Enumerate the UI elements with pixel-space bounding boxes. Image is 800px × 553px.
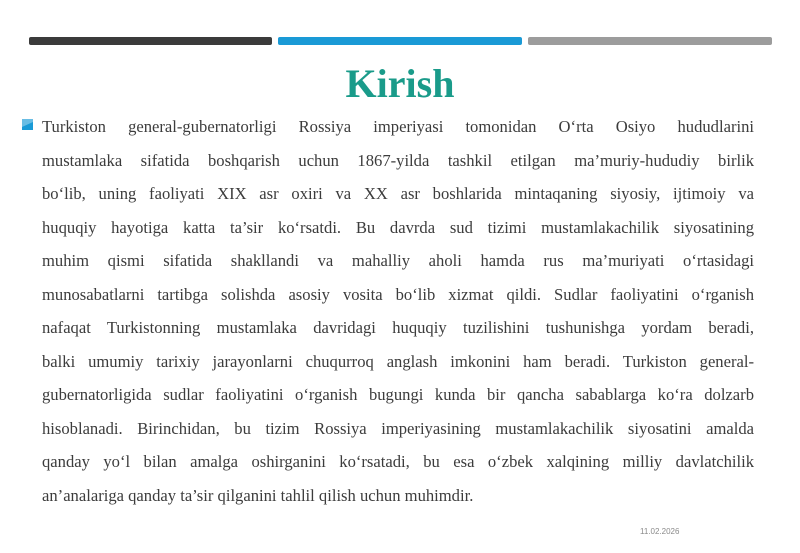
body-line: mustamlaka sifatida boshqarish uchun 1867-yilda tashkil etilgan ma’muriy-hududiy birlik [42,150,754,170]
body-line: qanday yo‘l bilan amalga oshirganini ko‘rsatadi, bu esa o‘zbek xalqining milliy davlatchilik [42,452,754,471]
body-line: bo‘lib, uning faoliyati XIX asr oxiri va XX asr boshlarida mintaqaning siyosiy, ijtimoiy va [42,184,754,203]
body-line: munosabatlarni tartibga solishda asosiy vosita bo‘lib xizmat qildi. Sudlar faoliyatini o‘rganish [42,284,754,304]
slide-body-text [42,110,754,512]
decoration-bar-gray [528,37,772,45]
body-line: huquqiy hayotiga katta ta’sir ko‘rsatdi. Bu davrda sud tizimi mustamlakachilik siyosatining [42,217,754,237]
header-decoration-bars [29,37,772,45]
decoration-bar-dark [29,37,272,45]
slide-title: Kirish [345,61,455,106]
body-line: muhim qismi sifatida shakllandi va mahalliy aholi hamda rus ma’muriyati o‘rtasidagi [42,251,754,270]
square-bullet-icon [22,119,33,130]
body-line: balki umumiy tarixiy jarayonlarni chuqurroq anglash imkonini ham beradi. Turkiston general- [42,351,754,371]
body-line: Turkiston general-gubernatorligi Rossiya imperiyasi tomonidan O‘rta Osiyo hududlarini [42,117,754,136]
body-line: an’analariga qanday ta’sir qilganini tahlil qilish uchun muhimdir. [42,485,474,505]
decoration-bar-blue [278,37,522,45]
body-line: nafaqat Turkistonning mustamlaka davridagi huquqiy tuzilishini tushunishga yordam beradi, [42,318,754,337]
slide-date: 11.02.2026 [640,527,680,536]
body-line: gubernatorligida sudlar faoliyatini o‘rganish bugungi kunda bir qancha sabablarga ko‘ra dolzarb [42,385,754,404]
body-line: hisoblanadi. Birinchidan, bu tizim Rossiya imperiyasining mustamlakachilik siyosatini amalda [42,418,754,438]
